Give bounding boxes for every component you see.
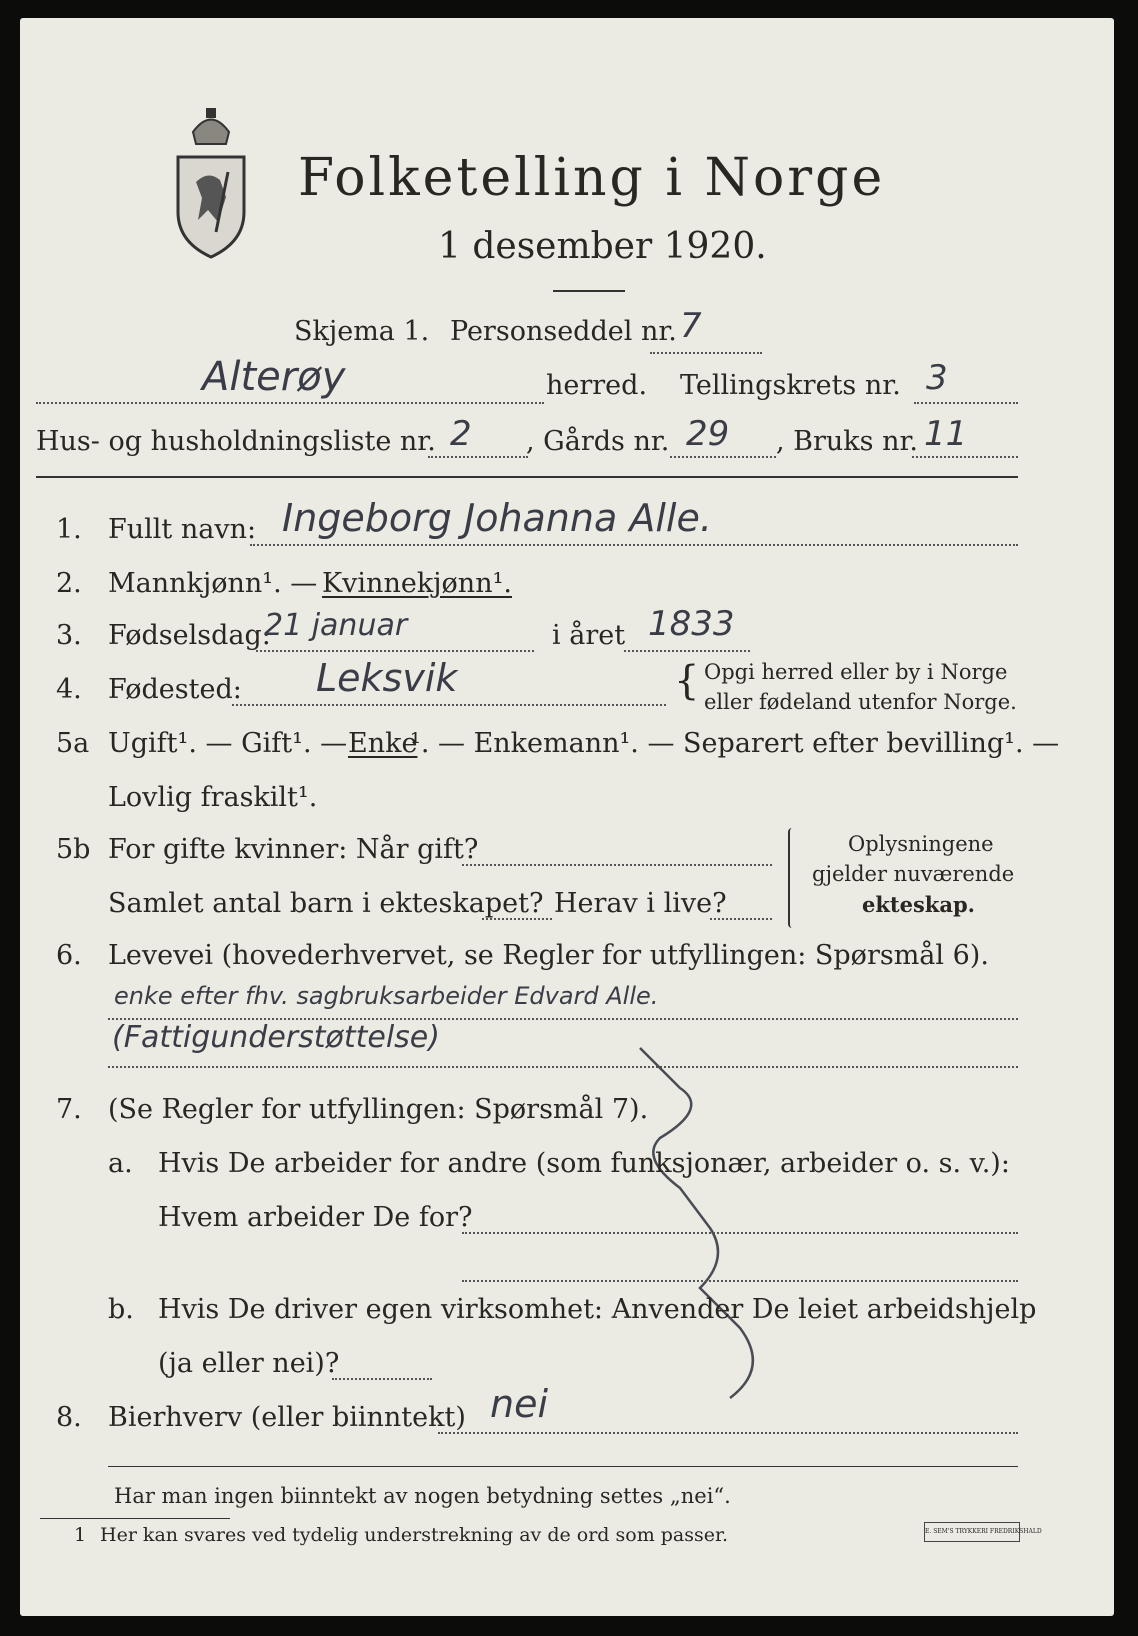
bruks-value: 11 [924,414,968,454]
herred-line [36,402,544,404]
q7b-number: b. [108,1294,134,1325]
skjema-label: Skjema 1. [294,316,430,347]
q3-year-label: i året [552,620,626,651]
strikethrough-scribble [620,1028,790,1418]
q8-value: nei [490,1382,549,1426]
gaards-line [670,456,776,458]
q3-year-line [624,650,750,652]
q7-number: 7. [56,1094,82,1125]
tellingskrets-label: Tellingskrets nr. [680,370,901,401]
q6-label: Levevei (hovederhvervet, se Regler for utfyllingen: Spørsmål 6). [108,940,989,971]
q2-number: 2. [56,568,82,599]
q8-number: 8. [56,1402,82,1433]
q4-line [232,704,666,706]
q4-brace: { [674,658,700,704]
q5b-children-line [482,918,552,920]
q7b-label-2: (ja eller nei)? [158,1348,340,1379]
header-rule [36,476,1018,478]
footnote-text: Her kan svares ved tydelig understrekning av de ord som passer. [100,1524,729,1546]
census-form-page [20,18,1114,1616]
q5b-bracket [788,828,796,928]
hus-value: 2 [450,414,472,454]
q4-number: 4. [56,674,82,705]
personseddel-line [650,352,762,354]
q7a-label-2: Hvem arbeider De for? [158,1202,473,1233]
form-title: Folketelling i Norge [298,148,886,208]
q4-value: Leksvik [316,656,458,700]
q1-number: 1. [56,514,82,545]
title-divider [553,290,625,292]
q3-value: 21 januar [264,608,408,643]
q5a-number: 5a [56,728,90,759]
q5b-note-3: ekteskap. [862,892,975,917]
q3-year-value: 1833 [648,604,735,644]
q5a-enke-underlined: Enke [348,728,418,759]
q4-note-1: Opgi herred eller by i Norge [704,660,1008,684]
q5b-note-2: gjelder nuværende [812,862,1015,886]
herred-value: Alterøy [202,354,346,400]
gaards-value: 29 [686,414,730,454]
q5a-options-2: ¹. — Enkemann¹. — Separert efter bevilling¹. — [410,728,1060,759]
q3-number: 3. [56,620,82,651]
norway-coat-of-arms-icon [168,102,254,262]
q5b-when-married: For gifte kvinner: Når gift? [108,834,479,865]
q5b-when-line [462,864,772,866]
q7a-line-2 [462,1280,1018,1282]
footer-note: Har man ingen biinntekt av nogen betydning settes „nei“. [114,1484,731,1508]
q4-note-2: eller fødeland utenfor Norge. [704,690,1017,714]
q8-label: Bierhverv (eller biinntekt) [108,1402,466,1433]
footnote-number: 1 [74,1524,87,1546]
q7b-label: Hvis De driver egen virksomhet: Anvender De leiet arbeidshjelp [158,1294,1037,1325]
hus-label: Hus- og husholdningsliste nr. [36,426,436,457]
q7a-label: Hvis De arbeider for andre (som funksjonær, arbeider o. s. v.): [158,1148,1010,1179]
q5b-number: 5b [56,834,91,865]
q1-label: Fullt navn: [108,514,257,545]
q6-handwritten-1: enke efter fhv. sagbruksarbeider Edvard Alle. [114,982,659,1010]
printer-stamp: E. SEM'S TRYKKERI FREDRIKSHALD [924,1522,1020,1542]
q6-number: 6. [56,940,82,971]
bruks-label: , Bruks nr. [776,426,919,457]
census-date: 1 desember 1920. [438,226,767,267]
q3-label: Fødselsdag: [108,620,271,651]
tellingskrets-line [914,402,1018,404]
q7a-line-1 [462,1232,1018,1234]
personseddel-label: Personseddel nr. [450,316,677,347]
herred-label: herred. [546,370,648,401]
q7a-number: a. [108,1148,133,1179]
personseddel-value: 7 [680,306,702,346]
q6-line-2 [108,1066,1018,1068]
q1-line [250,544,1018,546]
q2-male: Mannkjønn¹. — [108,568,318,599]
q5a-options-1: Ugift¹. — Gift¹. — [108,728,348,759]
q5b-alive-line [710,918,772,920]
q5b-children: Samlet antal barn i ekteskapet? [108,888,544,919]
q5b-alive: Herav i live? [554,888,727,919]
q3-line [256,650,534,652]
tellingskrets-value: 3 [926,358,948,398]
q2-female-underlined: Kvinnekjønn¹. [322,568,512,599]
gaards-label: , Gårds nr. [526,426,670,457]
q7-label: (Se Regler for utfyllingen: Spørsmål 7). [108,1094,649,1125]
q5b-note-1: Oplysningene [848,832,994,856]
q5a-options-3: Lovlig fraskilt¹. [108,782,318,813]
q1-value: Ingeborg Johanna Alle. [282,496,712,540]
footnote-rule [40,1518,230,1519]
q4-label: Fødested: [108,674,242,705]
q7b-line [332,1378,432,1380]
footer-rule [108,1466,1018,1467]
q6-handwritten-2: (Fattigunderstøttelse) [112,1020,440,1055]
bruks-line [912,456,1018,458]
hus-line [428,456,528,458]
q8-line [438,1432,1018,1434]
